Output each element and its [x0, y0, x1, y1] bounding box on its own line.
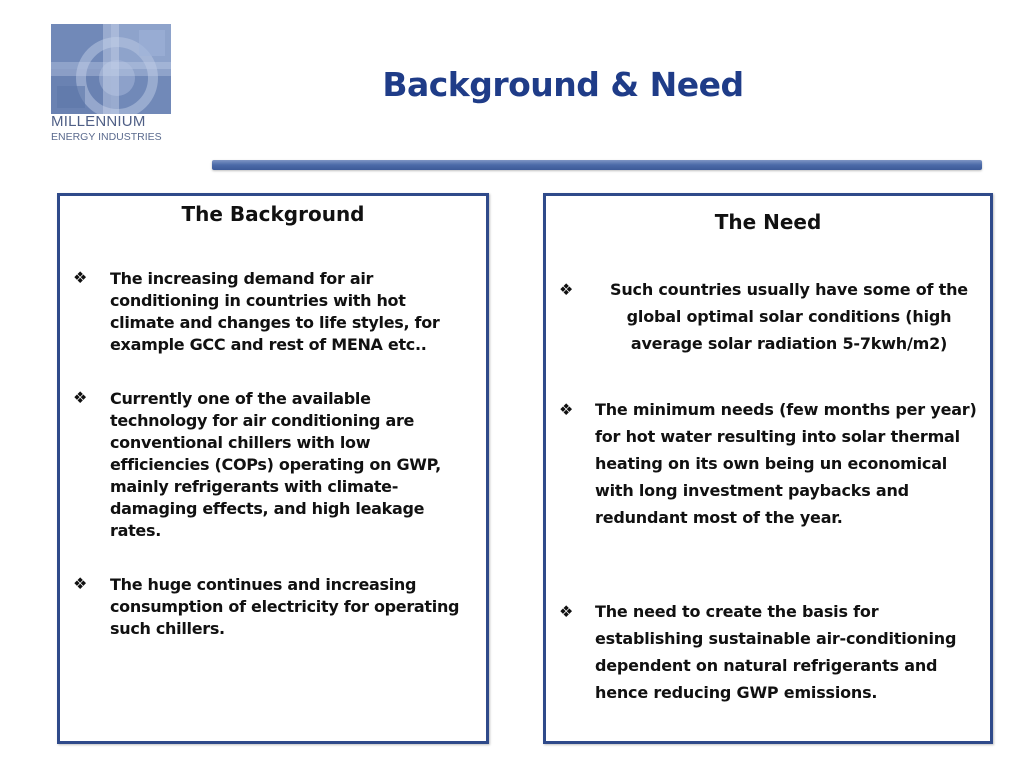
logo-subtitle: ENERGY INDUSTRIES [51, 131, 162, 143]
diamond-bullet-icon: ❖ [73, 574, 88, 593]
logo-graphic [51, 24, 171, 114]
company-logo [50, 24, 172, 142]
background-bullet [73, 268, 468, 356]
bullet-text: The huge continues and increasing consumption of electricity for operating such chillers. [110, 575, 460, 638]
logo-name: MILLENNIUM [51, 113, 146, 130]
diamond-bullet-icon: ❖ [559, 602, 574, 621]
need-bullet [559, 276, 979, 357]
bullet-text: The minimum needs (few months per year) for hot water resulting into solar thermal heating on its own being un economical with long investment paybacks and redundant most of the year. [595, 400, 977, 527]
need-bullet [559, 396, 979, 531]
bullet-text: Such countries usually have some of the global optimal solar conditions (high average solar radiation 5-7kwh/m2) [610, 280, 968, 353]
background-panel [57, 193, 489, 744]
need-bullet [559, 598, 979, 706]
slide-title: Background & Need [382, 65, 744, 104]
diamond-bullet-icon: ❖ [73, 268, 88, 287]
bullet-text: The need to create the basis for establishing sustainable air-conditioning dependent on natural refrigerants and hence reducing GWP emissions. [595, 602, 957, 702]
logo-mark [51, 24, 171, 114]
need-heading: The Need [714, 210, 822, 234]
diamond-bullet-icon: ❖ [73, 388, 88, 407]
background-heading: The Background [181, 202, 365, 226]
background-bullet [73, 574, 468, 640]
title-divider [212, 160, 982, 170]
need-panel [543, 193, 993, 744]
diamond-bullet-icon: ❖ [559, 400, 574, 419]
bullet-text: The increasing demand for air conditioning in countries with hot climate and changes to life styles, for example GCC and rest of MENA etc.. [110, 269, 440, 354]
background-bullet [73, 388, 468, 542]
bullet-text: Currently one of the available technology for air conditioning are conventional chillers with low efficiencies (COPs) operating on GWP, mainly refrigerants with climate-damaging effects, and high leakage rates. [110, 389, 441, 540]
diamond-bullet-icon: ❖ [559, 280, 574, 299]
